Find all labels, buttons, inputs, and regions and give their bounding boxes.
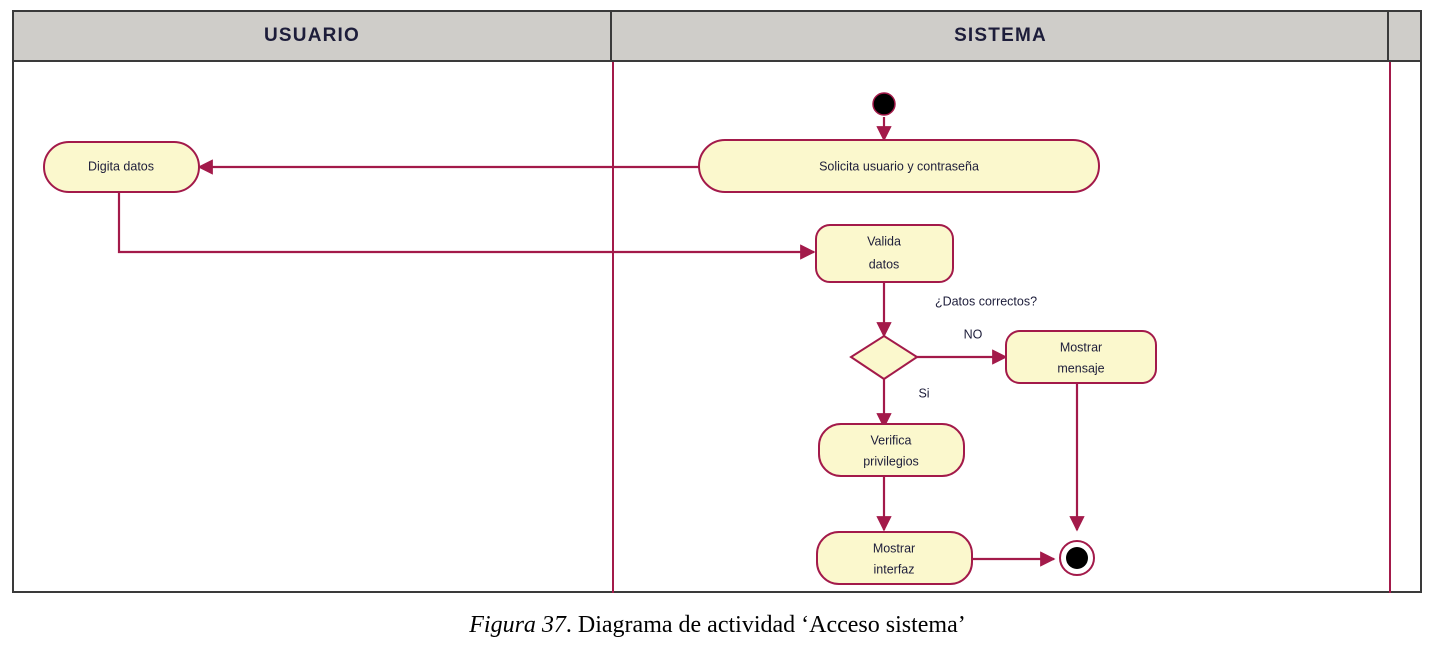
activity-diagram-canvas <box>14 62 1420 591</box>
figure-number: Figura 37 <box>469 612 566 638</box>
action-node-mostrar-interfaz-label-line2: interfaz <box>873 562 915 577</box>
action-node-verifica-label-line1: Verifica <box>870 433 912 448</box>
edge-digita-to-valida <box>119 192 814 252</box>
action-node-valida-label-line1: Valida <box>867 234 901 249</box>
action-node-digita <box>44 142 199 192</box>
action-node-valida-label-line2: datos <box>868 257 900 272</box>
edge-label-no: NO <box>963 327 983 342</box>
action-node-verifica <box>819 424 964 476</box>
swimlane-header-extra <box>1391 12 1420 60</box>
final-node <box>1060 541 1094 575</box>
action-node-mostrar-mensaje-label-line1: Mostrar <box>1059 340 1103 355</box>
initial-node <box>873 93 895 115</box>
action-node-mostrar-interfaz-label-line1: Mostrar <box>872 541 916 556</box>
action-node-mostrar-mensaje-label-line2: mensaje <box>1057 361 1105 376</box>
edge-label-decision-question: ¿Datos correctos? <box>934 294 1038 309</box>
activity-diagram-frame <box>12 10 1422 593</box>
edge-label-si: Si <box>918 386 930 401</box>
figure-caption-separator: . <box>565 612 572 638</box>
action-node-mostrar-mensaje <box>1006 331 1156 383</box>
swimlane-header-usuario: USUARIO <box>14 12 612 60</box>
figure-caption-text: Diagrama de actividad ‘Acceso sistema’ <box>577 612 966 638</box>
decision-node <box>851 336 917 379</box>
swimlane-header-sistema: SISTEMA <box>614 12 1389 60</box>
swimlane-header-row <box>14 12 1420 62</box>
action-node-solicita-label: Solicita usuario y contraseña <box>819 159 979 174</box>
action-node-digita-label: Digita datos <box>87 159 155 174</box>
action-node-verifica-label-line2: privilegios <box>863 454 919 469</box>
figure-caption <box>0 612 1435 639</box>
action-node-valida <box>816 225 953 282</box>
action-node-mostrar-interfaz <box>817 532 972 584</box>
action-node-solicita <box>699 140 1099 192</box>
